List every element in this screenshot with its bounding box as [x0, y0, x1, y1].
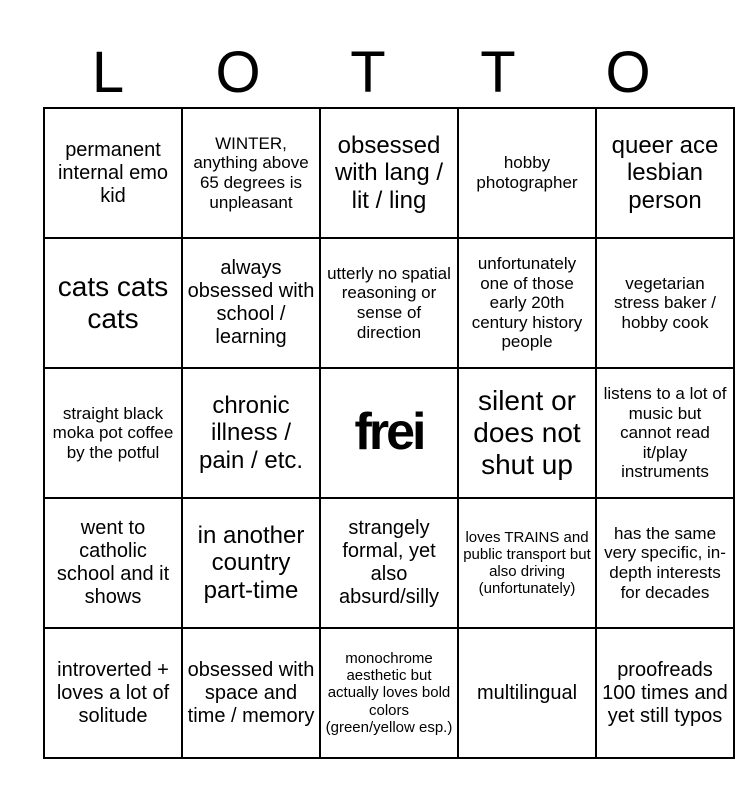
bingo-cell[interactable]: chronic illness / pain / etc. — [182, 368, 320, 498]
bingo-cell[interactable]: introverted + loves a lot of solitude — [44, 628, 182, 758]
bingo-cell[interactable]: cats cats cats — [44, 238, 182, 368]
bingo-cell[interactable]: has the same very specific, in-depth interests for decades — [596, 498, 734, 628]
bingo-cell[interactable]: utterly no spatial reasoning or sense of direction — [320, 238, 458, 368]
bingo-cell[interactable]: silent or does not shut up — [458, 368, 596, 498]
bingo-cell[interactable]: proofreads 100 times and yet still typos — [596, 628, 734, 758]
bingo-cell[interactable]: queer ace lesbian person — [596, 108, 734, 238]
bingo-cell[interactable]: obsessed with space and time / memory — [182, 628, 320, 758]
board-row — [44, 498, 734, 628]
bingo-cell[interactable]: vegetarian stress baker / hobby cook — [596, 238, 734, 368]
bingo-cell[interactable]: monochrome aesthetic but actually loves bold colors (green/yellow esp.) — [320, 628, 458, 758]
bingo-cell[interactable]: straight black moka pot coffee by the potful — [44, 368, 182, 498]
title-letter: O — [605, 40, 651, 105]
bingo-cell[interactable]: unfortunately one of those early 20th century history people — [458, 238, 596, 368]
title-letter: O — [215, 40, 261, 105]
bingo-cell[interactable]: loves TRAINS and public transport but also driving (unfortunately) — [458, 498, 596, 628]
bingo-cell[interactable]: in another country part-time — [182, 498, 320, 628]
board-row — [44, 368, 734, 498]
bingo-cell[interactable]: always obsessed with school / learning — [182, 238, 320, 368]
free-space-cell[interactable]: frei — [320, 368, 458, 498]
title-letter: T — [350, 40, 386, 105]
bingo-cell[interactable]: went to catholic school and it shows — [44, 498, 182, 628]
title-letter: T — [480, 40, 516, 105]
board-row — [44, 238, 734, 368]
title-letter: L — [91, 40, 125, 105]
bingo-board — [43, 107, 735, 759]
bingo-cell[interactable]: listens to a lot of music but cannot read it/play instruments — [596, 368, 734, 498]
bingo-cell[interactable]: hobby photographer — [458, 108, 596, 238]
board-row — [44, 108, 734, 238]
bingo-cell[interactable]: WINTER, anything above 65 degrees is unpleasant — [182, 108, 320, 238]
bingo-cell[interactable]: strangely formal, yet also absurd/silly — [320, 498, 458, 628]
board-row — [44, 628, 734, 758]
bingo-cell[interactable]: permanent internal emo kid — [44, 108, 182, 238]
bingo-title — [43, 40, 693, 106]
bingo-cell[interactable]: obsessed with lang / lit / ling — [320, 108, 458, 238]
bingo-cell[interactable]: multilingual — [458, 628, 596, 758]
